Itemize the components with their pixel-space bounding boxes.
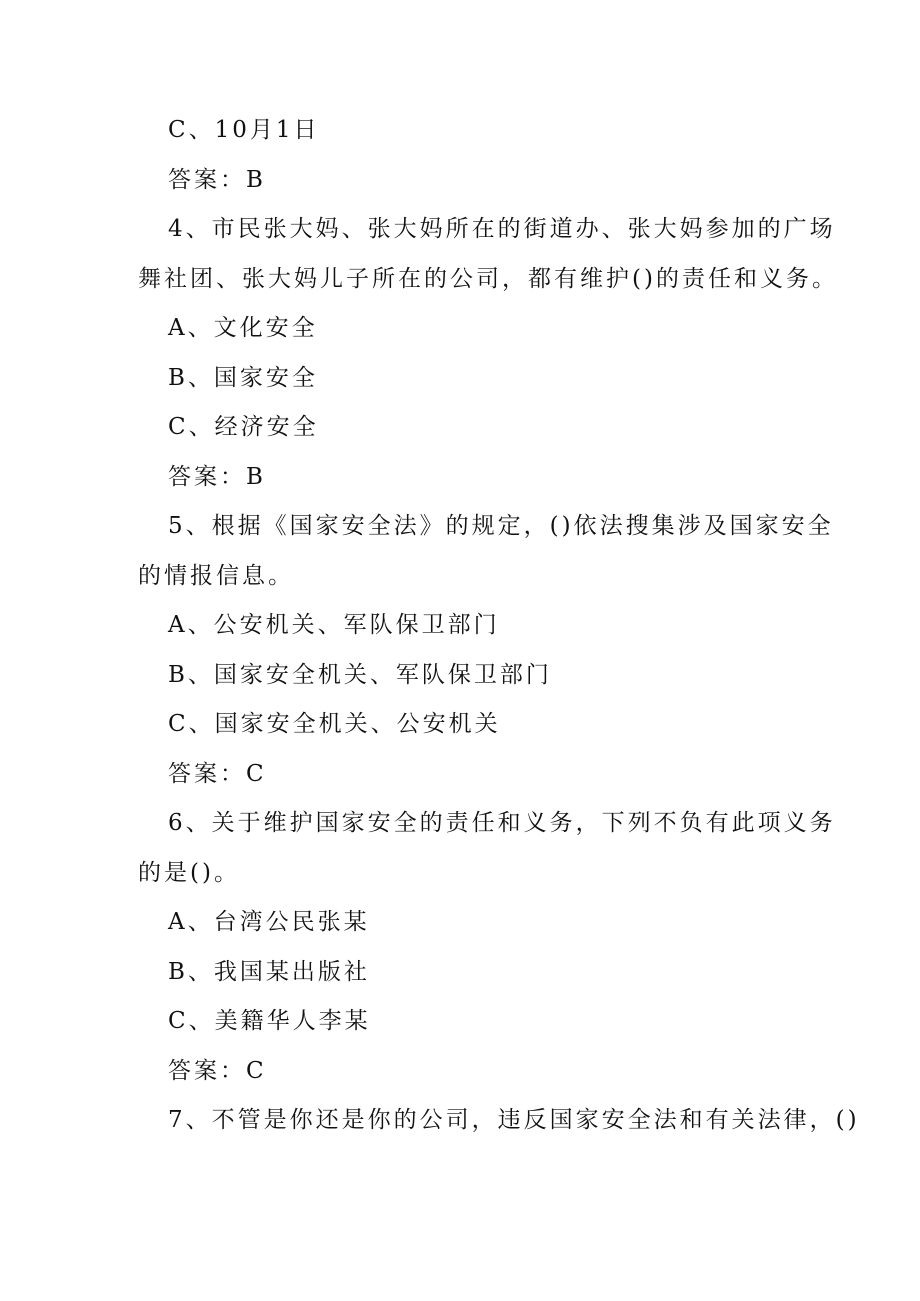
option-a-q5: A、公安机关、军队保卫部门 [168, 612, 500, 638]
question-6-line-1: 6、关于维护国家安全的责任和义务，下列不负有此项义务 [168, 810, 836, 836]
question-5-line-1: 5、根据《国家安全法》的规定，()依法搜集涉及国家安全 [168, 513, 834, 539]
option-c-q4: C、经济安全 [168, 414, 319, 440]
option-c-q5: C、国家安全机关、公安机关 [168, 711, 501, 737]
question-7-line-1: 7、不管是你还是你的公司，违反国家安全法和有关法律，() [168, 1107, 860, 1133]
option-b-q6: B、我国某出版社 [168, 959, 370, 985]
option-b-q5: B、国家安全机关、军队保卫部门 [168, 662, 552, 688]
option-c-q6: C、美籍华人李某 [168, 1008, 371, 1034]
question-4-line-2: 舞社团、张大妈儿子所在的公司，都有维护()的责任和义务。 [138, 266, 838, 292]
option-a-q6: A、台湾公民张某 [168, 909, 370, 935]
answer-q6: 答案：C [168, 1058, 267, 1084]
question-5-line-2: 的情报信息。 [138, 563, 294, 589]
question-4-line-1: 4、市民张大妈、张大妈所在的街道办、张大妈参加的广场 [168, 216, 836, 242]
option-b-q4: B、国家安全 [168, 365, 318, 391]
answer-q3: 答案：B [168, 167, 266, 193]
answer-q5: 答案：C [168, 761, 267, 787]
answer-q4: 答案：B [168, 464, 266, 490]
question-6-line-2: 的是()。 [138, 860, 240, 886]
option-c-q3: C、10月1日 [168, 117, 320, 143]
option-a-q4: A、文化安全 [168, 315, 318, 341]
